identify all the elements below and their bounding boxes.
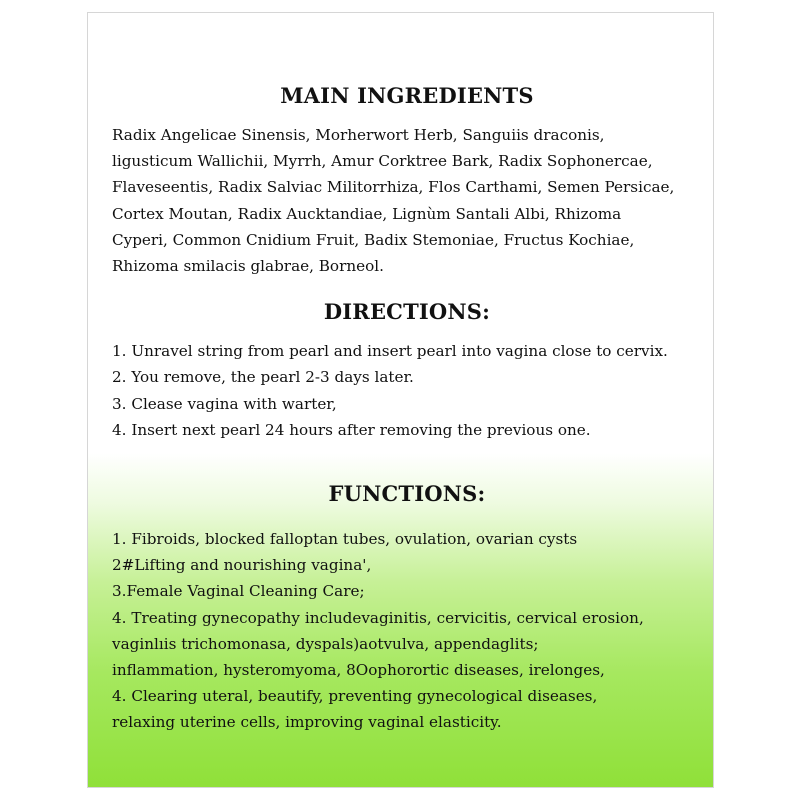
functions-line: 2#Lifting and nourishing vagina', — [112, 556, 372, 575]
ingredients-line: Radix Angelicae Sinensis, Morherwort Herb, Sanguiis draconis, — [112, 126, 605, 144]
functions-heading: FUNCTIONS: — [328, 481, 486, 507]
directions-step: 2. You remove, the pearl 2-3 days later. — [112, 368, 414, 387]
ingredients-line: Rhizoma smilacis glabrae, Borneol. — [112, 257, 384, 276]
functions-line: inflammation, hysteromyoma, 8Oophorortic diseases, irelonges, — [112, 661, 605, 680]
ingredients-line: Cyperi, Common Cnidium Fruit, Badix Stemoniae, Fructus Kochiae, — [112, 230, 635, 249]
ingredients-text — [112, 122, 702, 279]
directions-step: 1. Unravel string from pearl and insert pearl into vagina close to cervix. — [112, 342, 668, 361]
functions-line: 4. Treating gynecopathy includevaginitis, cervicitis, cervical erosion, — [112, 608, 644, 627]
main-ingredients-heading: MAIN INGREDIENTS — [280, 83, 534, 108]
directions-step: 4. Insert next pearl 24 hours after removing the previous one. — [112, 420, 591, 439]
label-content — [112, 83, 702, 736]
ingredients-line: Flaveseentis, Radix Salviac Militorrhiza, Flos Carthami, Semen Persicae, — [112, 178, 675, 197]
label-card — [87, 12, 714, 788]
functions-line: vaginlıis trichomonasa, dyspals)aotvulva, appendaglits; — [112, 634, 539, 653]
functions-line: 1. Fibroids, blocked falloptan tubes, ovulation, ovarian cysts — [112, 530, 578, 549]
directions-text — [112, 338, 702, 443]
functions-line: relaxing uterine cells, improving vaginal elasticity. — [112, 713, 502, 732]
functions-text — [112, 526, 702, 736]
ingredients-line: Cortex Moutan, Radix Aucktandiae, Lignùm Santali Albi, Rhizoma — [112, 204, 622, 223]
ingredients-line: ligusticum Wallichii, Myrrh, Amur Corktree Bark, Radix Sophonercae, — [112, 152, 653, 171]
functions-line: 4. Clearing uteral, beautify, preventing gynecological diseases, — [112, 687, 598, 706]
functions-line: 3.Female Vaginal Cleaning Care; — [112, 582, 365, 601]
directions-heading: DIRECTIONS: — [323, 299, 491, 325]
directions-step: 3. Clease vagina with warter, — [112, 394, 337, 413]
